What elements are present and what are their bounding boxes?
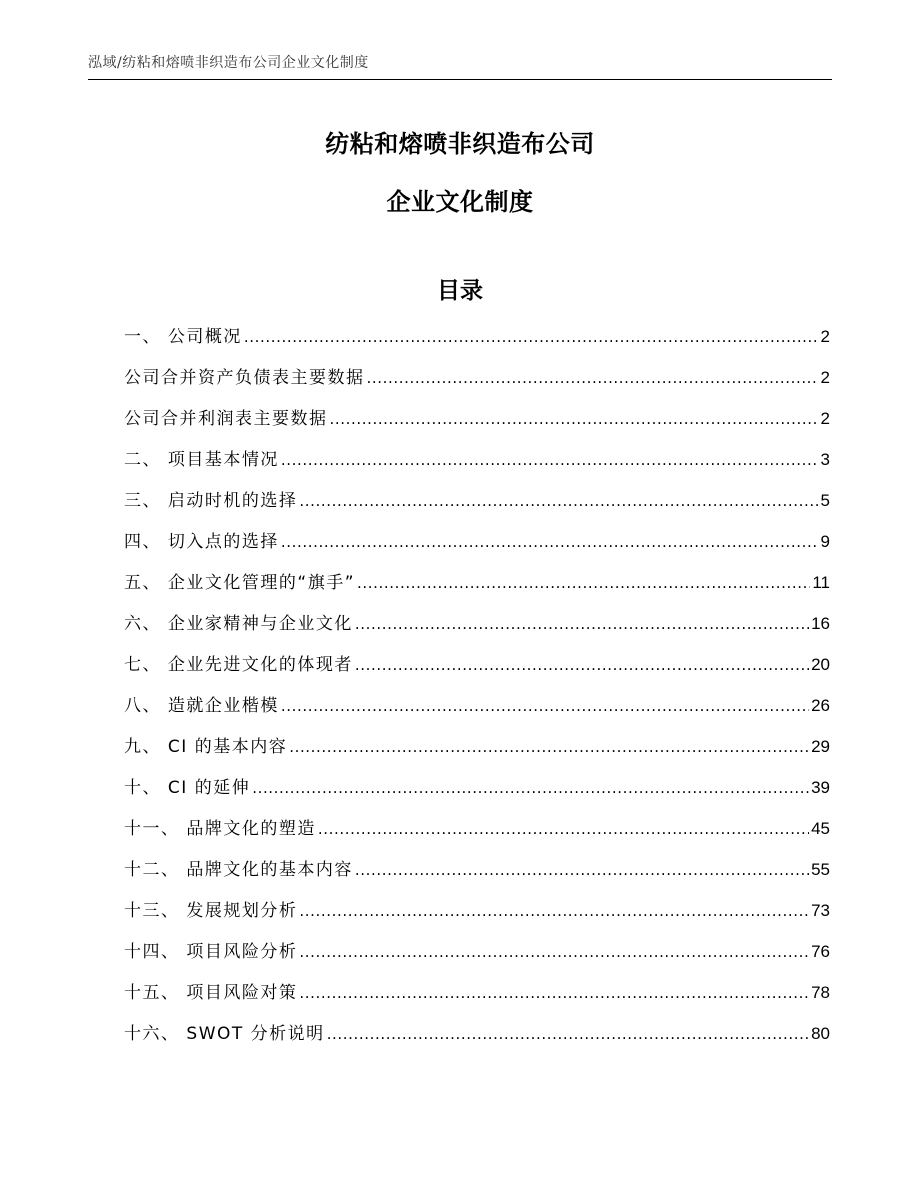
toc-leader-dots: [281, 451, 819, 469]
toc-leader-dots: [355, 861, 809, 879]
toc-entry[interactable]: [124, 527, 830, 568]
toc-leader-dots: [330, 410, 819, 428]
toc-leader-dots: [244, 328, 819, 346]
toc-entry[interactable]: [124, 404, 830, 445]
toc-entry-page: 2: [820, 327, 830, 346]
header-divider: [88, 79, 832, 80]
toc-leader-dots: [367, 369, 819, 387]
toc-entry-page: 55: [811, 860, 830, 879]
toc-entry-page: 73: [811, 901, 830, 920]
toc-entry[interactable]: [124, 609, 830, 650]
toc-entry-label: 十三、 发展规划分析: [124, 901, 298, 921]
toc-entry-label: 五、 企业文化管理的“旗手”: [124, 573, 356, 593]
toc-entry[interactable]: [124, 855, 830, 896]
toc-entry-label: 十四、 项目风险分析: [124, 942, 298, 962]
toc-entry-label: 公司合并利润表主要数据: [124, 409, 328, 429]
toc-entry-page: 26: [811, 696, 830, 715]
toc-leader-dots: [327, 1025, 809, 1043]
toc-entry-label: 十二、 品牌文化的基本内容: [124, 860, 353, 880]
toc-heading: 目录: [437, 278, 483, 304]
toc-leader-dots: [281, 697, 809, 715]
toc-entry-page: 29: [811, 737, 830, 756]
toc-leader-dots: [357, 574, 810, 592]
running-header: 泓域/纺粘和熔喷非织造布公司企业文化制度: [88, 55, 369, 71]
toc-leader-dots: [281, 533, 819, 551]
toc-entry[interactable]: [124, 896, 830, 937]
toc-entry-label: 一、 公司概况: [124, 327, 242, 347]
document-title-line-2: 企业文化制度: [386, 188, 534, 216]
toc-entry[interactable]: [124, 363, 830, 404]
toc-entry-page: 45: [811, 819, 830, 838]
toc-entry[interactable]: [124, 732, 830, 773]
toc-entry-label: 十一、 品牌文化的塑造: [124, 819, 316, 839]
toc-entry-label: 公司合并资产负债表主要数据: [124, 368, 365, 388]
toc-entry-label: 八、 造就企业楷模: [124, 696, 279, 716]
toc-leader-dots: [299, 943, 809, 961]
toc-leader-dots: [355, 656, 809, 674]
toc-entry-page: 78: [811, 983, 830, 1002]
toc-entry[interactable]: [124, 978, 830, 1019]
toc-leader-dots: [252, 779, 809, 797]
toc-entry-page: 16: [811, 614, 830, 633]
toc-entry[interactable]: [124, 814, 830, 855]
toc-entry-label: 六、 企业家精神与企业文化: [124, 614, 353, 634]
toc-leader-dots: [299, 492, 818, 510]
toc-entry[interactable]: [124, 322, 830, 363]
toc-entry[interactable]: [124, 486, 830, 527]
toc-entry-page: 20: [811, 655, 830, 674]
toc-entry[interactable]: [124, 691, 830, 732]
toc-entry[interactable]: [124, 445, 830, 486]
toc-entry[interactable]: [124, 1019, 830, 1060]
toc-entry-page: 5: [820, 491, 830, 510]
toc-leader-dots: [289, 738, 809, 756]
document-title-line-1: 纺粘和熔喷非织造布公司: [325, 130, 595, 158]
toc-leader-dots: [318, 820, 809, 838]
toc-entry-page: 2: [820, 409, 830, 428]
toc-entry-page: 2: [820, 368, 830, 387]
toc-entry-page: 39: [811, 778, 830, 797]
toc-entry-label: 三、 启动时机的选择: [124, 491, 298, 511]
toc-entry[interactable]: [124, 937, 830, 978]
toc-entry[interactable]: [124, 650, 830, 691]
toc-entry-page: 3: [820, 450, 830, 469]
toc-entry-label: 九、 CI 的基本内容: [124, 737, 288, 757]
toc-entry-label: 四、 切入点的选择: [124, 532, 279, 552]
toc-entry-page: 11: [812, 573, 830, 592]
toc-entry-label: 十、 CI 的延伸: [124, 778, 251, 798]
toc-entry[interactable]: [124, 568, 830, 609]
toc-entry-page: 76: [811, 942, 830, 961]
toc-leader-dots: [299, 902, 809, 920]
toc-entry-page: 9: [820, 532, 830, 551]
table-of-contents: [124, 322, 830, 1060]
toc-entry[interactable]: [124, 773, 830, 814]
toc-leader-dots: [299, 984, 809, 1002]
toc-entry-label: 十六、 SWOT 分析说明: [124, 1024, 325, 1044]
toc-entry-label: 二、 项目基本情况: [124, 450, 279, 470]
toc-entry-label: 十五、 项目风险对策: [124, 983, 298, 1003]
toc-leader-dots: [355, 615, 809, 633]
toc-entry-label: 七、 企业先进文化的体现者: [124, 655, 353, 675]
toc-entry-page: 80: [811, 1024, 830, 1043]
